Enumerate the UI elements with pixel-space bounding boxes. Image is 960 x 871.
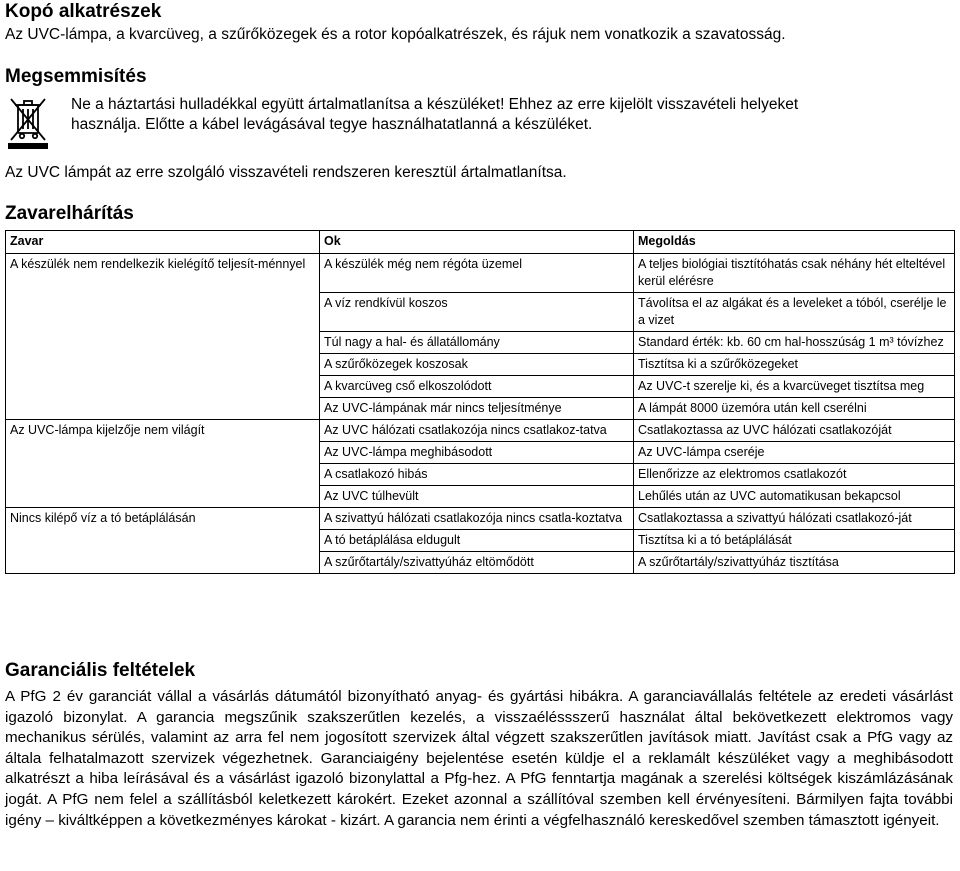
table-row <box>6 332 955 354</box>
warranty-title: Garanciális feltételek <box>5 660 196 681</box>
table-row <box>6 486 955 508</box>
table-row <box>6 508 955 530</box>
fault-cell-empty <box>6 464 320 486</box>
cause-cell: A szivattyú hálózati csatlakozója nincs csatla-koztatva <box>320 508 634 530</box>
solution-cell: Lehűlés után az UVC automatikusan bekapcsol <box>634 486 955 508</box>
troubleshooting-table <box>5 230 955 574</box>
column-header-solution: Megoldás <box>634 231 955 254</box>
cause-cell: Az UVC hálózati csatlakozója nincs csatlakoz-tatva <box>320 420 634 442</box>
cause-cell: Túl nagy a hal- és állatállomány <box>320 332 634 354</box>
solution-cell: Tisztítsa ki a szűrőközegeket <box>634 354 955 376</box>
column-header-cause: Ok <box>320 231 634 254</box>
column-header-fault: Zavar <box>6 231 320 254</box>
table-header-row <box>6 231 955 254</box>
table-row <box>6 464 955 486</box>
cause-cell: A csatlakozó hibás <box>320 464 634 486</box>
solution-cell: Ellenőrizze az elektromos csatlakozót <box>634 464 955 486</box>
table-row <box>6 376 955 398</box>
cause-cell: Az UVC-lámpának már nincs teljesítménye <box>320 398 634 420</box>
solution-cell: A teljes biológiai tisztítóhatás csak néhány hét elteltével kerül elérésre <box>634 254 955 293</box>
warranty-text: A PfG 2 év garanciát vállal a vásárlás dátumától bizonyítható anyag- és gyártási hibákra. A garanciavállalás feltétele az eredeti vásárlást igazoló bizonylat. A garancia megszűnik szakszerűtlen kezelés, a visszaéléssszerű használat által bekövetkezett elektromos vagy mechanikus sérülés, valamint az arra fel nem jogosított szervizek által végzett szakszerűtlen javítások miatt. Javítást csak a PfG vagy az általa felhatalmazott szervizek végezhetnek. Garanciaigény bejelentése esetén küldje el a reklamált készüléket vagy a meghibásodott alkatrészt a hiba leírásával és a vásárlást igazoló bizonylattal a Pfg-hez. A PfG fenntartja magának a szerelési költségek kiszámlázásának jogát. A PfG nem felel a szállításból keletkezett károkért. Ezeket azonnal a szállítóval szemben kell érvényesíteni. Bármilyen fajta további igény – kiváltképpen a következményes károkat - kizárt. A garancia nem érinti a végfelhasználó kereskedővel szemben támasztott igényeit. <box>5 688 953 829</box>
solution-cell: Az UVC-lámpa cseréje <box>634 442 955 464</box>
cause-cell: A tó betáplálása eldugult <box>320 530 634 552</box>
cause-cell: A víz rendkívül koszos <box>320 293 634 332</box>
cause-cell: Az UVC-lámpa meghibásodott <box>320 442 634 464</box>
cause-cell: Az UVC túlhevült <box>320 486 634 508</box>
table-row <box>6 442 955 464</box>
fault-cell-empty <box>6 293 320 332</box>
solution-cell: Csatlakoztassa a szivattyú hálózati csatlakozó-ját <box>634 508 955 530</box>
solution-cell: Az UVC-t szerelje ki, és a kvarcüveget tisztítsa meg <box>634 376 955 398</box>
fault-cell-empty <box>6 354 320 376</box>
solution-cell: A lámpát 8000 üzemóra után kell cserélni <box>634 398 955 420</box>
disposal-text <box>71 95 798 135</box>
fault-cell-empty <box>6 398 320 420</box>
fault-cell-empty <box>6 332 320 354</box>
disposal-line-1: Ne a háztartási hulladékkal együtt ártalmatlanítsa a készüléket! Ehhez az erre kijelölt visszavételi helyeket <box>71 96 799 113</box>
solution-cell: A szűrőtartály/szivattyúház tisztítása <box>634 552 955 574</box>
cause-cell: A készülék még nem régóta üzemel <box>320 254 634 293</box>
troubleshooting-title: Zavarelhárítás <box>5 203 134 224</box>
table-row <box>6 293 955 332</box>
solution-cell: Távolítsa el az algákat és a leveleket a tóból, cserélje le a vizet <box>634 293 955 332</box>
disposal-title: Megsemmisítés <box>5 66 147 87</box>
fault-cell-empty <box>6 530 320 552</box>
fault-cell: Nincs kilépő víz a tó betáplálásán <box>6 508 320 530</box>
table-row <box>6 552 955 574</box>
table-row <box>6 530 955 552</box>
disposal-line-2: használja. Előtte a kábel levágásával tegye használhatatlanná a készüléket. <box>71 116 593 133</box>
table-row <box>6 420 955 442</box>
solution-cell: Csatlakoztassa az UVC hálózati csatlakozóját <box>634 420 955 442</box>
crossed-out-bin-icon <box>8 95 48 151</box>
fault-cell: A készülék nem rendelkezik kielégítő teljesít-ménnyel <box>6 254 320 293</box>
fault-cell-empty <box>6 376 320 398</box>
fault-cell: Az UVC-lámpa kijelzője nem világít <box>6 420 320 442</box>
spare-parts-title: Kopó alkatrészek <box>5 1 162 22</box>
fault-cell-empty <box>6 486 320 508</box>
uvc-disposal-text: Az UVC lámpát az erre szolgáló visszavételi rendszeren keresztül ártalmatlanítsa. <box>5 164 567 181</box>
cause-cell: A szűrőtartály/szivattyúház eltömődött <box>320 552 634 574</box>
cause-cell: A kvarcüveg cső elkoszolódott <box>320 376 634 398</box>
fault-cell-empty <box>6 552 320 574</box>
solution-cell: Standard érték: kb. 60 cm hal-hosszúság 1 m³ tóvízhez <box>634 332 955 354</box>
fault-cell-empty <box>6 442 320 464</box>
table-row <box>6 398 955 420</box>
table-row <box>6 254 955 293</box>
table-row <box>6 354 955 376</box>
spare-parts-text: Az UVC-lámpa, a kvarcüveg, a szűrőközegek és a rotor kopóalkatrészek, és rájuk nem vonatkozik a szavatosság. <box>5 26 786 43</box>
cause-cell: A szűrőközegek koszosak <box>320 354 634 376</box>
solution-cell: Tisztítsa ki a tó betáplálását <box>634 530 955 552</box>
